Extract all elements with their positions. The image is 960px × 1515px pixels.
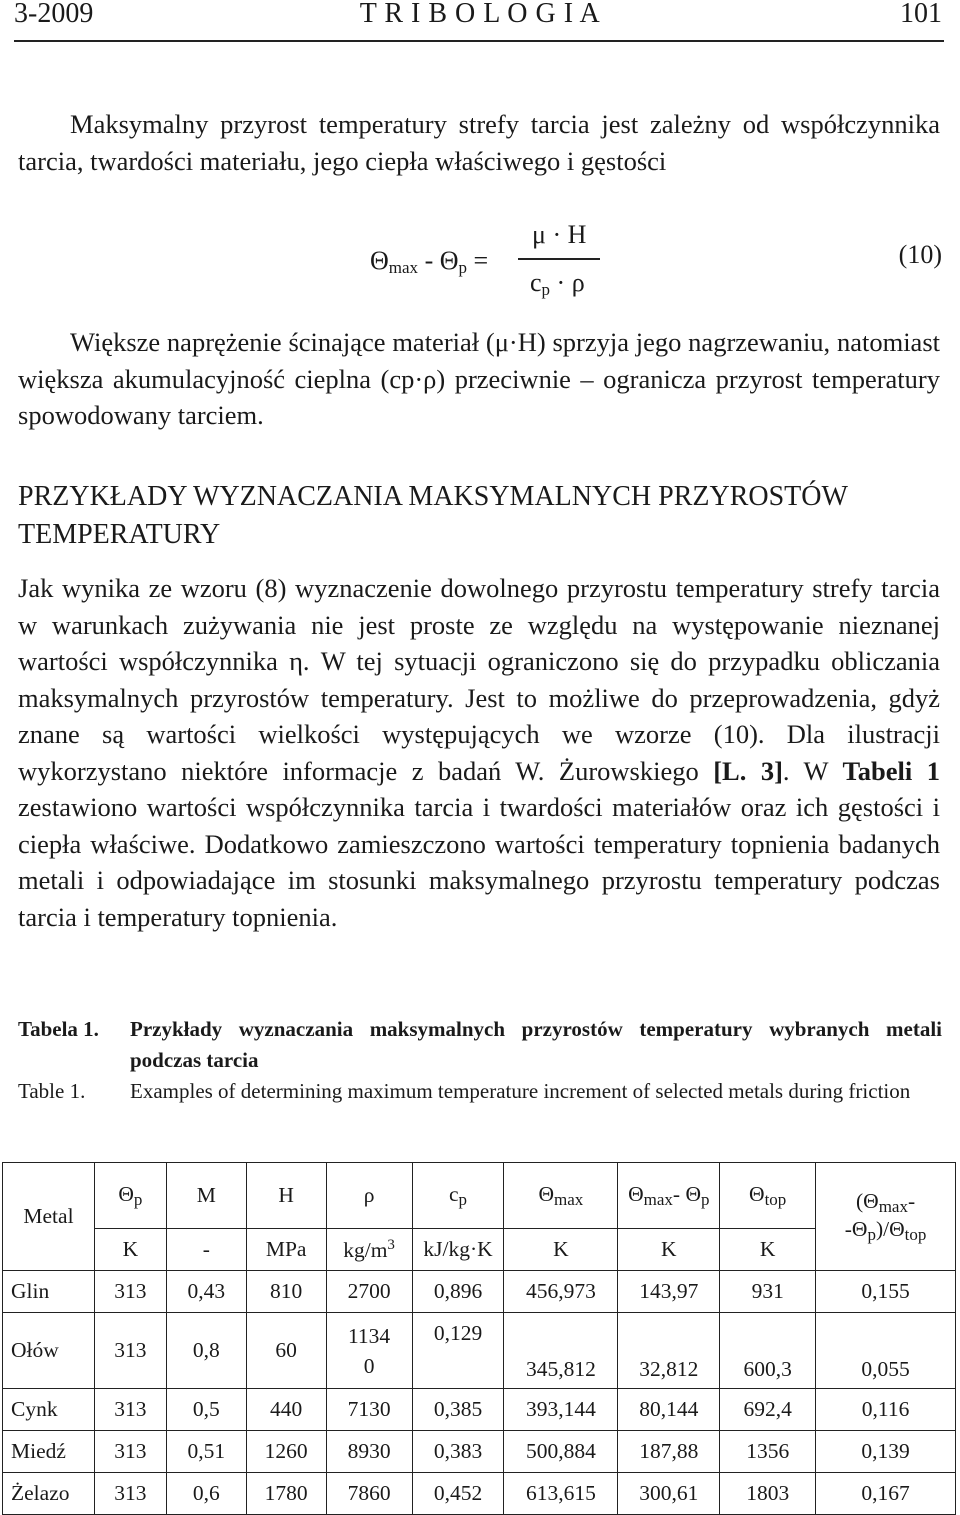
unit-M: -: [166, 1229, 246, 1271]
table-cell: 456,973: [504, 1271, 618, 1313]
table-cell: 440: [246, 1389, 326, 1431]
table-cell: 0,139: [816, 1431, 956, 1473]
table-cell: 600,3: [720, 1313, 816, 1389]
unit-theta-diff: K: [618, 1229, 720, 1271]
table-cell: 80,144: [618, 1389, 720, 1431]
equation-denominator: $c_p \cdot \rho$: [530, 268, 585, 299]
header-rho: ρ: [326, 1163, 412, 1229]
header-theta-p: $\Theta_p$: [94, 1163, 166, 1229]
table-row: [3, 1389, 956, 1431]
header-rule: [14, 40, 944, 42]
metal-name-cell: Ołów: [3, 1313, 95, 1389]
equation-number: (10): [898, 240, 942, 269]
table-cell: 0,5: [166, 1389, 246, 1431]
reference-link[interactable]: [L. 3]: [713, 755, 783, 786]
table-cell: 613,615: [504, 1473, 618, 1515]
table-cell: 313: [94, 1313, 166, 1389]
metal-name-cell: Cynk: [3, 1389, 95, 1431]
table-cell: 0,51: [166, 1431, 246, 1473]
table-cell: 300,61: [618, 1473, 720, 1515]
section-title: PRZYKŁADY WYZNACZANIA MAKSYMALNYCH PRZYROSTÓW TEMPERATURY: [18, 481, 848, 550]
table-cell: 32,812: [618, 1313, 720, 1389]
table-cell: 0,055: [816, 1313, 956, 1389]
table-row: [3, 1473, 956, 1515]
header-journal: T R I B O L O G I A: [359, 0, 601, 29]
unit-theta-max: K: [504, 1229, 618, 1271]
table-cell: 1260: [246, 1431, 326, 1473]
table-cell: 7130: [326, 1389, 412, 1431]
table-cell: 2700: [326, 1271, 412, 1313]
table-row: [3, 1271, 956, 1313]
table-cell: 692,4: [720, 1389, 816, 1431]
unit-rho: $kg/m^3$: [326, 1229, 412, 1271]
equation-numerator: μ · H: [532, 220, 587, 249]
table-cell: 1780: [246, 1473, 326, 1515]
table-cell: 187,88: [618, 1431, 720, 1473]
paragraph-3: Jak wynika ze wzoru (8) wyznaczenie dowolnego przyrostu temperatury strefy tarcia w warunkach zużywania nie jest proste ze względu na występowanie nieznanej wartości współczynnika η. W tej sytuacji ograniczono się do przypadku obliczania maksymalnych przyrostów temperatury. Jest to możliwe do przeprowadzenia, gdyż znane są wartości wielkości występujących we wzorze (10). Dla ilustracji wykorzystano niektóre informacje z badań W. Żurowskiego [L. 3]. W Tabeli 1 zestawiono wartości współczynnika tarcia i twardości materiałów oraz ich gęstości i ciepła właściwe. Dodatkowo zamieszczono wartości temperatury topnienia badanych metali i odpowiadające im stosunki maksymalnego przyrostu temperatury podczas tarcia i temperatury topnienia.: [18, 573, 940, 932]
table-cell: 313: [94, 1271, 166, 1313]
equation-lhs: $\Theta_{max} - \Theta_p$ =: [370, 246, 489, 277]
table-cell: 143,97: [618, 1271, 720, 1313]
unit-cp: kJ/kg·K: [412, 1229, 504, 1271]
table-cell: 0,167: [816, 1473, 956, 1515]
metal-name-cell: Glin: [3, 1271, 95, 1313]
table-cell: 810: [246, 1271, 326, 1313]
header-M: M: [166, 1163, 246, 1229]
table-cell: 0,452: [412, 1473, 504, 1515]
caption-pl-text: Przykłady wyznaczania maksymalnych przyrostów temperatury wybranych metali podczas tarcia: [130, 1017, 942, 1072]
table-cell: 313: [94, 1473, 166, 1515]
caption-en-text: Examples of determining maximum temperature increment of selected metals during friction: [130, 1079, 911, 1103]
fraction-bar: [518, 258, 600, 260]
unit-theta-top: K: [720, 1229, 816, 1271]
table-cell: 345,812: [504, 1313, 618, 1389]
table-cell: 0,385: [412, 1389, 504, 1431]
data-table: [2, 1162, 956, 1515]
table-row: [3, 1431, 956, 1473]
table-cell: 0,129: [412, 1313, 504, 1389]
header-theta-diff: $\Theta_{max}-$ $\Theta_p$: [618, 1163, 720, 1229]
table-cell: 7860: [326, 1473, 412, 1515]
table-cell: 393,144: [504, 1389, 618, 1431]
table-cell: 60: [246, 1313, 326, 1389]
table-cell: 0,43: [166, 1271, 246, 1313]
header-ratio: ($\Theta_{max}-$ $-\Theta_p)/\Theta_{top}$: [816, 1163, 956, 1271]
table-cell: 1356: [720, 1431, 816, 1473]
paragraph-2: Większe naprężenie ścinające materiał (μ·H) sprzyja jego nagrzewaniu, natomiast większa akumulacyjność cieplna (cp·ρ) przeciwnie – ogranicza przyrost temperatury spowodowany tarciem.: [18, 327, 940, 430]
metal-name-cell: Miedź: [3, 1431, 95, 1473]
table-cell: 0,896: [412, 1271, 504, 1313]
table-cell: 313: [94, 1431, 166, 1473]
header-page-number: 101: [900, 0, 942, 29]
table-cell: 0,6: [166, 1473, 246, 1515]
table-cell: 931: [720, 1271, 816, 1313]
header-theta-max: $\Theta_{max}$: [504, 1163, 618, 1229]
caption-en-label: Table 1.: [18, 1079, 86, 1103]
table-cell: 313: [94, 1389, 166, 1431]
table-cell: 8930: [326, 1431, 412, 1473]
table-cell: 0,116: [816, 1389, 956, 1431]
table-cell: 1803: [720, 1473, 816, 1515]
table-reference-link[interactable]: Tabeli 1: [842, 755, 940, 786]
table-cell: 0,383: [412, 1431, 504, 1473]
unit-theta-p: K: [94, 1229, 166, 1271]
metal-name-cell: Żelazo: [3, 1473, 95, 1515]
header-metal: Metal: [3, 1163, 95, 1271]
unit-H: MPa: [246, 1229, 326, 1271]
header-cp: $c_p$: [412, 1163, 504, 1229]
caption-pl-label: Tabela 1.: [18, 1017, 99, 1041]
header-H: H: [246, 1163, 326, 1229]
table-cell: 500,884: [504, 1431, 618, 1473]
table-cell: 0,155: [816, 1271, 956, 1313]
header-theta-top: $\Theta_{top}$: [720, 1163, 816, 1229]
table-cell: 1134 0: [326, 1313, 412, 1389]
table-cell: 0,8: [166, 1313, 246, 1389]
header-issue: 3-2009: [14, 0, 94, 29]
paragraph-1: Maksymalny przyrost temperatury strefy tarcia jest zależny od współczynnika tarcia, twardości materiału, jego ciepła właściwego i gęstości: [18, 109, 940, 176]
table-row: [3, 1313, 956, 1389]
